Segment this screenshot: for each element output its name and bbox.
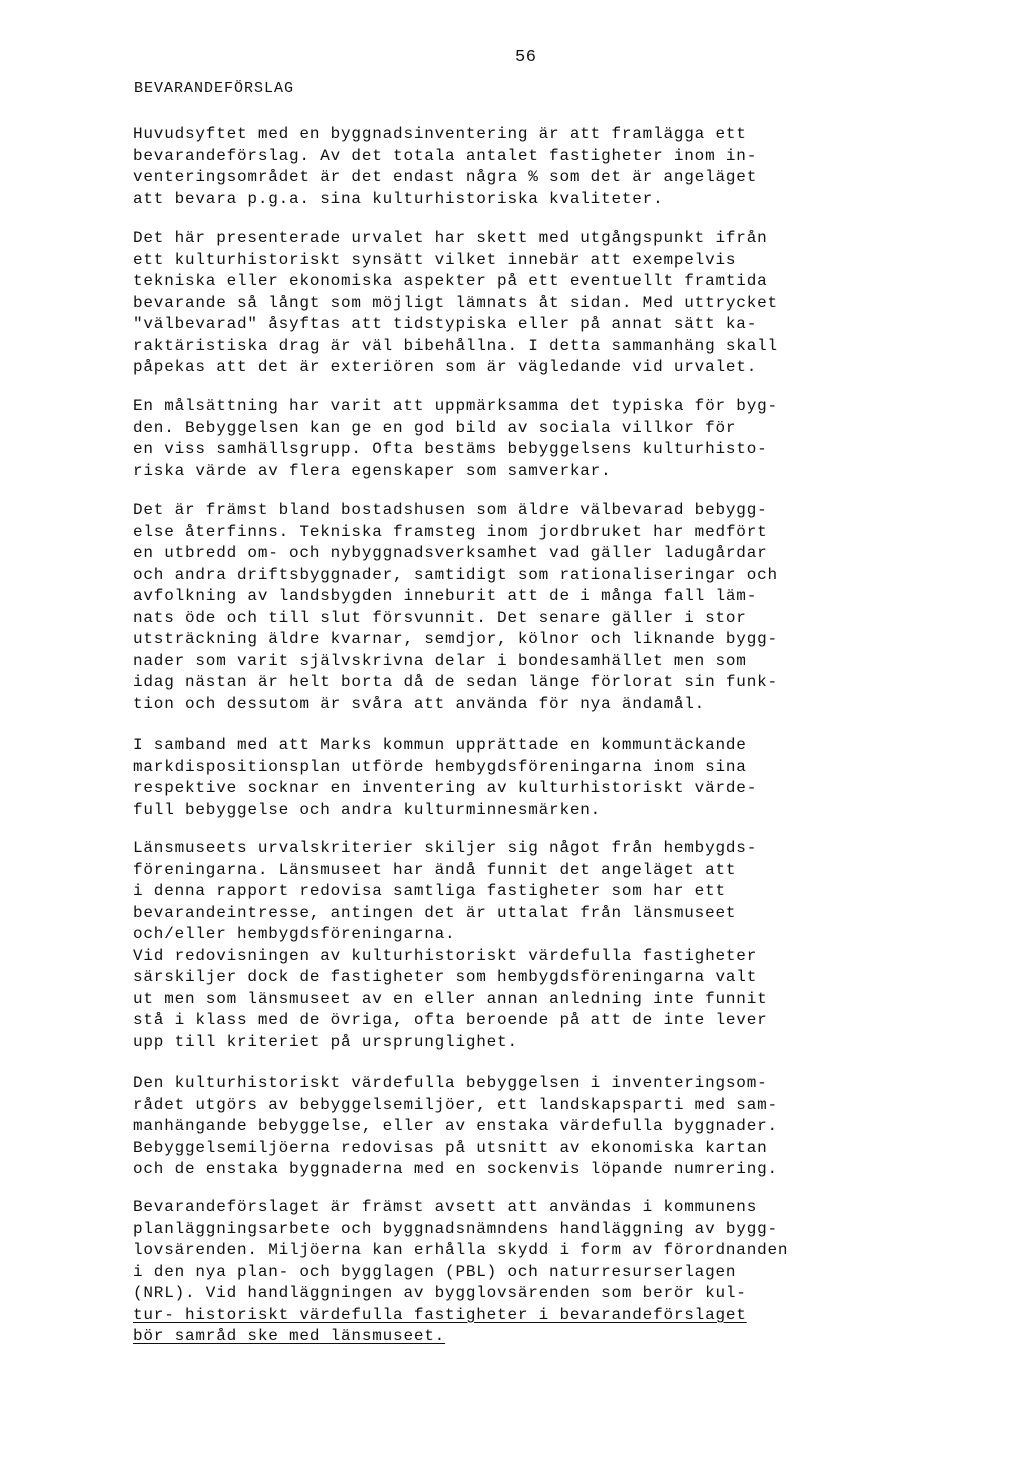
- text-line: En målsättning har varit att uppmärksamma det typiska för byg-: [133, 397, 778, 415]
- text-line: lovsärenden. Miljöerna kan erhålla skydd i form av förordnanden: [133, 1241, 789, 1259]
- text-line: Det är främst bland bostadshusen som äldre välbevarad bebygg-: [133, 501, 768, 519]
- paragraph-environments: [133, 1073, 903, 1181]
- underlined-text-line: tur- historiskt värdefulla fastigheter i bevarandeförslaget: [133, 1305, 747, 1324]
- text-line: raktäristiska drag är väl bibehållna. I detta sammanhäng skall: [133, 336, 778, 355]
- text-line: tion och dessutom är svåra att använda för nya ändamål.: [133, 694, 706, 713]
- paragraph-marks-kommun: [133, 735, 903, 821]
- text-line: särskiljer dock de fastigheter som hembygdsföreningarna valt: [133, 968, 758, 986]
- text-line: nats öde och till slut försvunnit. Det senare gäller i stor: [133, 608, 747, 627]
- text-line: en utbredd om- och nybyggnadsverksamhet vad gäller ladugårdar: [133, 544, 768, 562]
- paragraph-selection-basis: [133, 228, 903, 379]
- text-line: tekniska eller ekonomiska aspekter på ett eventuellt framtida: [133, 272, 768, 290]
- text-line: Bevarandeförslaget är främst avsett att användas i kommunens: [133, 1198, 758, 1216]
- text-line: och/eller hembygdsföreningarna.: [133, 925, 456, 943]
- text-line: Det här presenterade urvalet har skett med utgångspunkt ifrån: [133, 229, 768, 247]
- text-line: stå i klass med de övriga, ofta beroende på att de inte lever: [133, 1011, 768, 1029]
- paragraph-usage: [133, 1197, 903, 1348]
- text-line: utsträckning äldre kvarnar, semdjor, kölnor och liknande bygg-: [133, 630, 778, 648]
- text-line: markdispositionsplan utförde hembygdsföreningarna inom sina: [133, 757, 747, 776]
- text-line: bevarandeförslag. Av det totala antalet fastigheter inom in-: [133, 146, 758, 165]
- text-line: ut men som länsmuseet av en eller annan anledning inte funnit: [133, 989, 768, 1008]
- text-line: planläggningsarbete och byggnadsnämndens handläggning av bygg-: [133, 1219, 778, 1238]
- paragraph-housing: [133, 500, 903, 715]
- text-line: bevarande så långt som möjligt lämnats åt sidan. Med uttrycket: [133, 293, 778, 312]
- text-line: Huvudsyftet med en byggnadsinventering är att framlägga ett: [133, 125, 747, 143]
- text-line: riska värde av flera egenskaper som samverkar.: [133, 461, 612, 480]
- text-line: och de enstaka byggnaderna med en sockenvis löpande numrering.: [133, 1160, 778, 1178]
- text-line: Vid redovisningen av kulturhistoriskt värdefulla fastigheter: [133, 946, 758, 965]
- paragraph-criteria: [133, 838, 903, 1053]
- text-line: bevarandeintresse, antingen det är uttalat från länsmuseet: [133, 903, 737, 922]
- page-number: 56: [515, 48, 537, 67]
- underlined-text-line: bör samråd ske med länsmuseet.: [133, 1327, 446, 1345]
- text-line: "välbevarad" åsyftas att tidstypiska eller på annat sätt ka-: [133, 315, 758, 333]
- text-line: ett kulturhistoriskt synsätt vilket innebär att exempelvis: [133, 250, 737, 269]
- paragraph-goal: [133, 396, 903, 482]
- text-line: I samband med att Marks kommun upprättade en kommuntäckande: [133, 736, 747, 754]
- text-line: Bebyggelsemiljöerna redovisas på utsnitt av ekonomiska kartan: [133, 1138, 768, 1157]
- text-line: manhängande bebyggelse, eller av enstaka värdefulla byggnader.: [133, 1117, 778, 1135]
- text-line: full bebyggelse och andra kulturminnesmärken.: [133, 800, 602, 819]
- text-line: rådet utgörs av bebyggelsemiljöer, ett landskapsparti med sam-: [133, 1095, 778, 1114]
- text-line: upp till kriteriet på ursprunglighet.: [133, 1032, 518, 1051]
- text-line: idag nästan är helt borta då de sedan länge förlorat sin funk-: [133, 673, 778, 691]
- text-line: Länsmuseets urvalskriterier skiljer sig något från hembygds-: [133, 839, 758, 857]
- text-line: föreningarna. Länsmuseet har ändå funnit det angeläget att: [133, 860, 737, 879]
- text-line: i denna rapport redovisa samtliga fastigheter som har ett: [133, 882, 726, 900]
- text-line: i den nya plan- och bygglagen (PBL) och naturresurserlagen: [133, 1262, 737, 1281]
- text-line: respektive socknar en inventering av kulturhistoriskt värde-: [133, 779, 758, 797]
- text-line: och andra driftsbyggnader, samtidigt som rationaliseringar och: [133, 565, 778, 584]
- text-line: nader som varit självskrivna delar i bondesamhället men som: [133, 651, 747, 670]
- text-line: att bevara p.g.a. sina kulturhistoriska kvaliteter.: [133, 189, 664, 208]
- text-line: avfolkning av landsbygden inneburit att de i många fall läm-: [133, 587, 758, 605]
- text-line: påpekas att det är exteriören som är vägledande vid urvalet.: [133, 358, 758, 376]
- section-heading: BEVARANDEFÖRSLAG: [134, 80, 295, 97]
- text-line: den. Bebyggelsen kan ge en god bild av sociala villkor för: [133, 418, 737, 437]
- text-line: Den kulturhistoriskt värdefulla bebyggelsen i inventeringsom-: [133, 1074, 768, 1092]
- text-line: else återfinns. Tekniska framsteg inom jordbruket har medfört: [133, 522, 768, 541]
- text-line: (NRL). Vid handläggningen av bygglovsärenden som berör kul-: [133, 1284, 747, 1302]
- text-line: venteringsområdet är det endast några % som det är angeläget: [133, 168, 758, 186]
- text-line: en viss samhällsgrupp. Ofta bestäms bebyggelsens kulturhisto-: [133, 440, 768, 458]
- paragraph-purpose: [133, 124, 903, 210]
